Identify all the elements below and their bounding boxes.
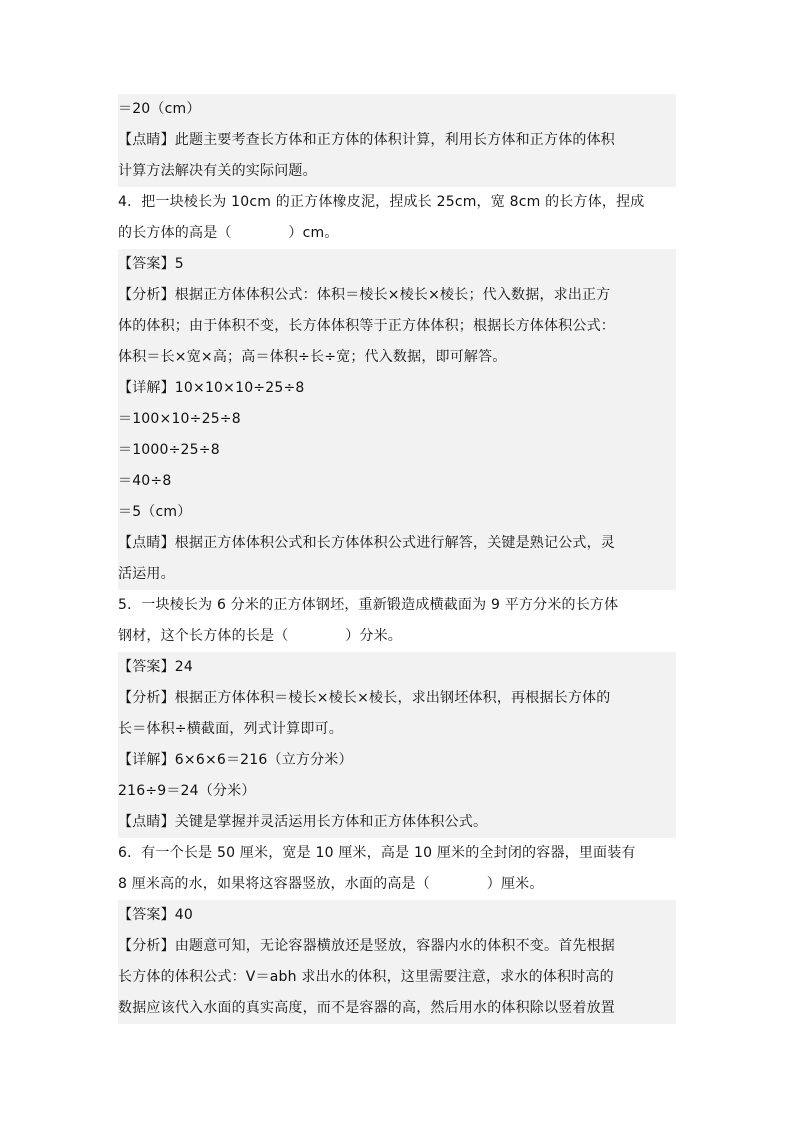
solution-line: 长方体的体积公式：V＝abh 求出水的体积，这里需要注意，求水的体积时高的 bbox=[118, 962, 676, 993]
solution-line: ＝1000÷25÷8 bbox=[118, 435, 676, 466]
solution-line: ＝5（cm） bbox=[118, 497, 676, 528]
solution-line: ＝20（cm） bbox=[118, 94, 676, 125]
question-line: 4．把一块棱长为 10cm 的正方体橡皮泥，捏成长 25cm，宽 8cm 的长方体，捏成 bbox=[118, 187, 676, 218]
solution-line: 【点睛】关键是掌握并灵活运用长方体和正方体体积公式。 bbox=[118, 807, 676, 838]
solution-line: 活运用。 bbox=[118, 559, 676, 590]
answer-sheet-content bbox=[118, 94, 676, 1024]
solution-line: 【详解】10×10×10÷25÷8 bbox=[118, 373, 676, 404]
solution-line: 【答案】5 bbox=[118, 249, 676, 280]
solution-line: 216÷9＝24（分米） bbox=[118, 776, 676, 807]
solution-line: 【点睛】此题主要考查长方体和正方体的体积计算，利用长方体和正方体的体积 bbox=[118, 125, 676, 156]
solution-line: 【答案】24 bbox=[118, 652, 676, 683]
solution-line: 【分析】由题意可知，无论容器横放还是竖放，容器内水的体积不变。首先根据 bbox=[118, 931, 676, 962]
solution-line: 体的体积；由于体积不变，长方体体积等于正方体体积；根据长方体体积公式： bbox=[118, 311, 676, 342]
question-line: 8 厘米高的水，如果将这容器竖放，水面的高是（ ）厘米。 bbox=[118, 869, 676, 900]
solution-line: 【详解】6×6×6＝216（立方分米） bbox=[118, 745, 676, 776]
solution-line: 计算方法解决有关的实际问题。 bbox=[118, 156, 676, 187]
question-line: 钢材，这个长方体的长是（ ）分米。 bbox=[118, 621, 676, 652]
solution-line: ＝100×10÷25÷8 bbox=[118, 404, 676, 435]
solution-line: 长＝体积÷横截面，列式计算即可。 bbox=[118, 714, 676, 745]
solution-line: 【分析】根据正方体体积＝棱长×棱长×棱长，求出钢坯体积，再根据长方体的 bbox=[118, 683, 676, 714]
question-line: 5．一块棱长为 6 分米的正方体钢坯，重新锻造成横截面为 9 平方分米的长方体 bbox=[118, 590, 676, 621]
solution-line: 【点睛】根据正方体体积公式和长方体体积公式进行解答，关键是熟记公式，灵 bbox=[118, 528, 676, 559]
solution-line: ＝40÷8 bbox=[118, 466, 676, 497]
solution-line: 体积＝长×宽×高；高＝体积÷长÷宽；代入数据，即可解答。 bbox=[118, 342, 676, 373]
question-line: 的长方体的高是（ ）cm。 bbox=[118, 218, 676, 249]
question-line: 6．有一个长是 50 厘米，宽是 10 厘米，高是 10 厘米的全封闭的容器，里面装有 bbox=[118, 838, 676, 869]
solution-line: 【分析】根据正方体体积公式：体积＝棱长×棱长×棱长；代入数据，求出正方 bbox=[118, 280, 676, 311]
solution-line: 【答案】40 bbox=[118, 900, 676, 931]
solution-line: 数据应该代入水面的真实高度，而不是容器的高，然后用水的体积除以竖着放置 bbox=[118, 993, 676, 1024]
